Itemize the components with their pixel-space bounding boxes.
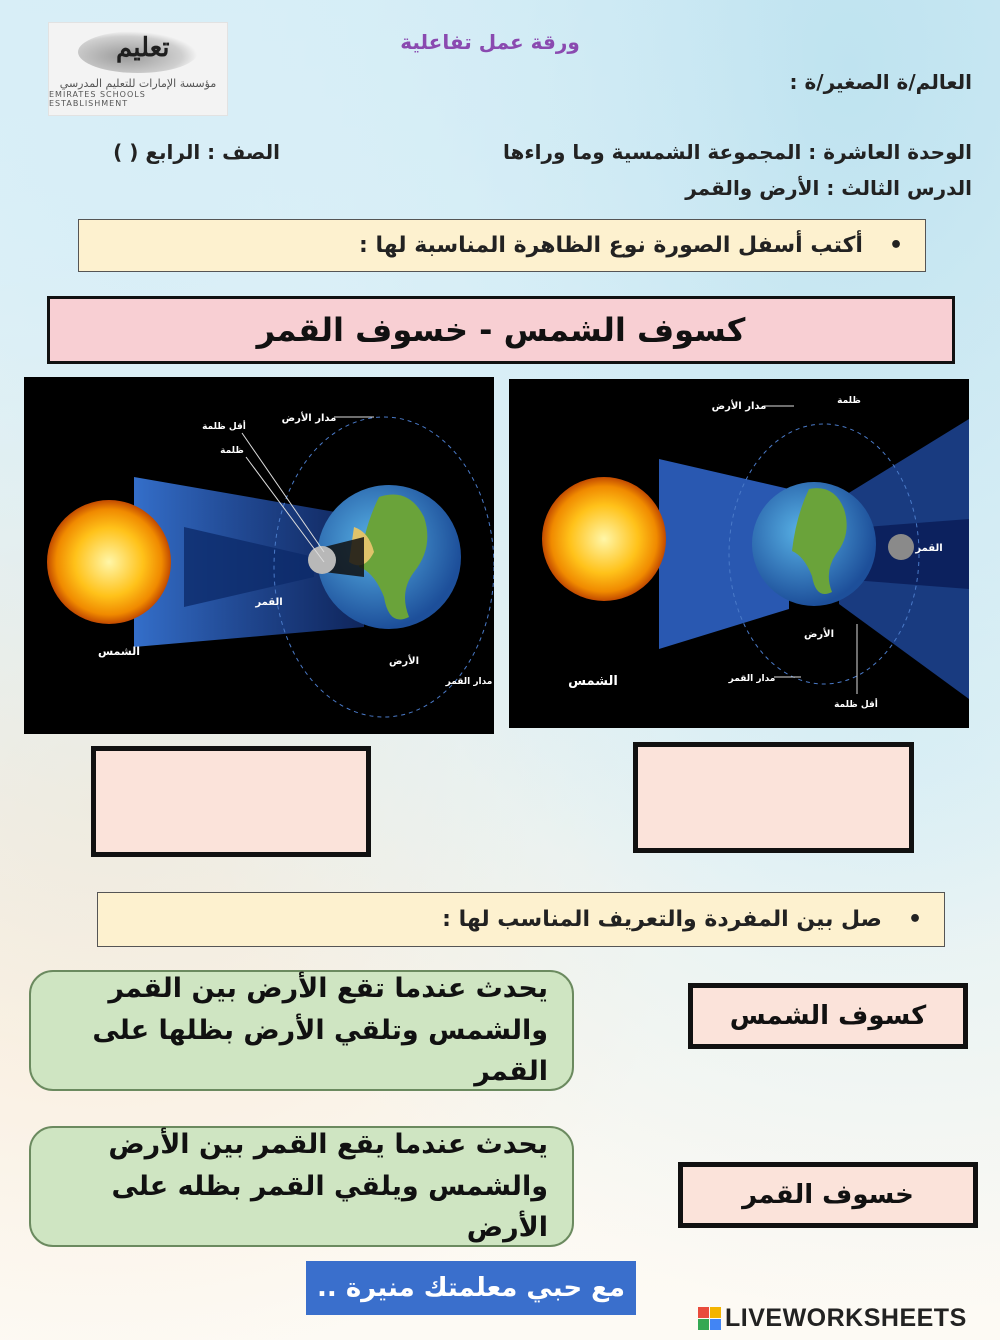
student-name-label: العالم/ة الصغير/ة :: [789, 70, 972, 94]
label-penumbra: أقل ظلمة: [834, 700, 878, 710]
term-solar-eclipse[interactable]: كسوف الشمس: [688, 983, 968, 1049]
definition-card[interactable]: [29, 970, 574, 1091]
logo-word: تعليم: [116, 32, 170, 63]
label-moon-orbit: مدار القمر: [728, 674, 776, 684]
worksheet-title: ورقة عمل تفاعلية: [400, 30, 580, 54]
teacher-signature: مع حبي معلمتك منيرة ..: [306, 1261, 636, 1315]
answer-box-left[interactable]: [91, 746, 371, 857]
instruction-text: أكتب أسفل الصورة نوع الظاهرة المناسبة لها :: [359, 233, 863, 258]
logo-subtitle-ar: مؤسسة الإمارات للتعليم المدرسي: [59, 76, 217, 90]
bullet-icon: •: [888, 233, 903, 258]
answer-bank: كسوف الشمس - خسوف القمر: [47, 296, 955, 364]
sun-icon: [542, 477, 666, 601]
lesson-title: الدرس الثالث : الأرض والقمر: [685, 176, 972, 200]
definition-line: يحدث عندما تقع الأرض بين القمر: [108, 972, 548, 1004]
definition-line: والشمس وتلقي الأرض بظلها على القمر: [92, 1014, 548, 1088]
label-moon: القمر: [915, 543, 943, 554]
label-umbra: ظلمة: [220, 446, 244, 456]
grade-label: الصف : الرابع ( ): [113, 140, 280, 164]
instruction-write-phenomenon: [78, 219, 926, 272]
instruction-match: [97, 892, 945, 947]
label-earth: الأرض: [803, 629, 835, 640]
sun-icon: [47, 500, 171, 624]
logo-subtitle-en: EMIRATES SCHOOLS ESTABLISHMENT: [49, 89, 146, 108]
liveworksheets-logo: [698, 1303, 967, 1333]
definition-line: والشمس ويلقي القمر بظله على الأرض: [111, 1170, 548, 1244]
bullet-icon: •: [907, 907, 922, 932]
definition-line: يحدث عندما يقع القمر بين الأرض: [108, 1128, 548, 1160]
label-umbra: ظلمة: [837, 396, 861, 406]
label-moon: القمر: [255, 597, 283, 608]
label-earth: الأرض: [388, 656, 420, 667]
liveworksheets-icon: [698, 1307, 721, 1330]
moon-icon: [888, 534, 914, 560]
label-sun: الشمس: [568, 674, 618, 689]
term-lunar-eclipse[interactable]: خسوف القمر: [678, 1162, 978, 1228]
answer-box-right[interactable]: [633, 742, 914, 853]
label-penumbra: أقل ظلمة: [202, 422, 246, 432]
logo-swoosh-icon: [78, 31, 198, 73]
instruction-text: صل بين المفردة والتعريف المناسب لها :: [442, 907, 882, 932]
label-earth-orbit: مدار الأرض: [281, 413, 337, 424]
liveworksheets-brand: LIVEWORKSHEETS: [725, 1303, 967, 1332]
label-sun: الشمس: [97, 645, 141, 658]
label-earth-orbit: مدار الأرض: [711, 401, 767, 412]
eclipse-diagram-left: [24, 377, 494, 734]
label-moon-orbit: مدار القمر: [445, 677, 493, 687]
emirates-schools-logo: [48, 22, 228, 116]
unit-title: الوحدة العاشرة : المجموعة الشمسية وما وراءها: [503, 140, 972, 164]
eclipse-diagram-right: [509, 379, 969, 728]
definition-card[interactable]: [29, 1126, 574, 1247]
